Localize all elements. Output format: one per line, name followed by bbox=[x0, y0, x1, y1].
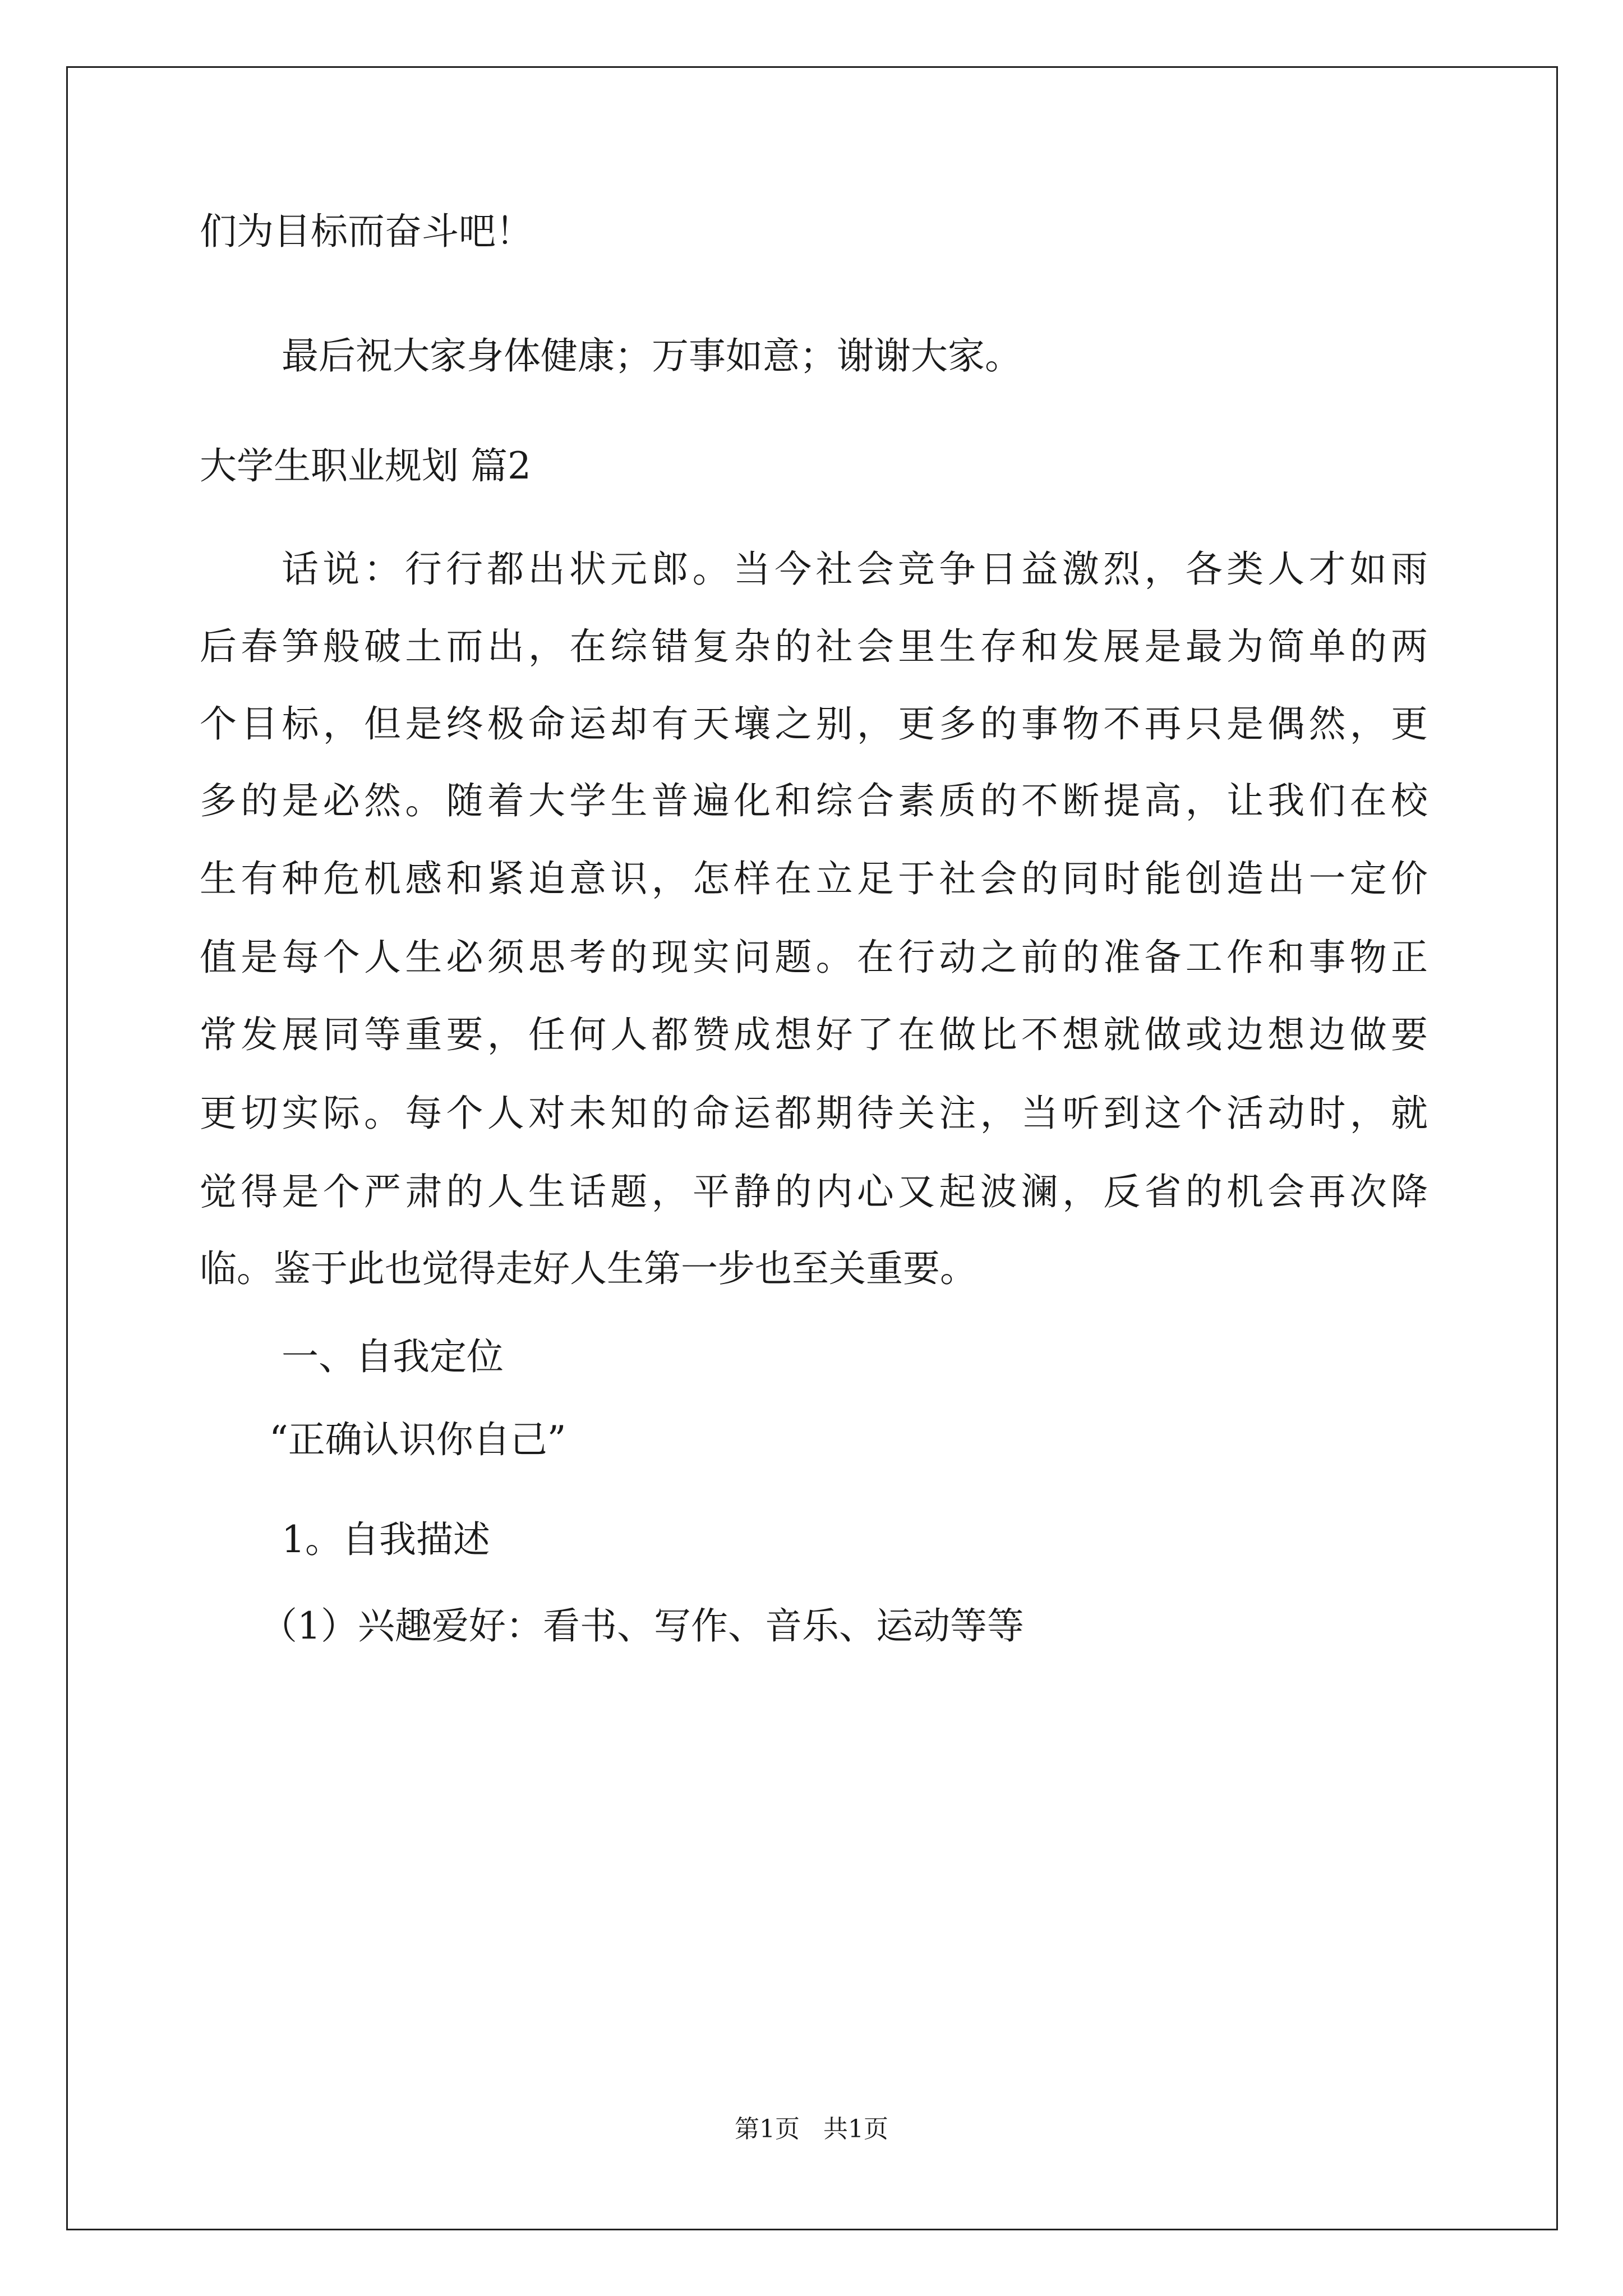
paragraph-line-5: 生有种危机感和紧迫意识，怎样在立足于社会的同时能创造出一定价 bbox=[200, 857, 1428, 900]
list-item-hobbies: （1）兴趣爱好：看书、写作、音乐、运动等等 bbox=[260, 1604, 1024, 1648]
paragraph-line-6: 值是每个人生必须思考的现实问题。在行动之前的准备工作和事物正 bbox=[200, 936, 1428, 979]
quote-line: “正确认识你自己” bbox=[269, 1418, 566, 1461]
paragraph-line-7: 常发展同等重要，任何人都赞成想好了在做比不想就做或边想边做要 bbox=[200, 1013, 1428, 1056]
footer-page-total: 共1页 bbox=[823, 2115, 888, 2143]
paragraph-line-2: 后春笋般破土而出，在综错复杂的社会里生存和发展是最为简单的两 bbox=[200, 625, 1428, 668]
section-heading: 大学生职业规划 篇2 bbox=[200, 444, 531, 487]
text-line-2: 最后祝大家身体健康；万事如意；谢谢大家。 bbox=[282, 334, 1022, 378]
text-line-1: 们为目标而奋斗吧！ bbox=[200, 210, 533, 253]
subheading-self-description: 1。自我描述 bbox=[282, 1518, 490, 1561]
footer-page-current: 第1页 bbox=[735, 2115, 800, 2143]
page-footer bbox=[0, 2113, 1623, 2146]
paragraph-line-4: 多的是必然。随着大学生普遍化和综合素质的不断提高，让我们在校 bbox=[200, 779, 1428, 822]
paragraph-line-9: 觉得是个严肃的人生话题，平静的内心又起波澜，反省的机会再次降 bbox=[200, 1170, 1428, 1213]
paragraph-line-3: 个目标，但是终极命运却有天壤之别，更多的事物不再只是偶然，更 bbox=[200, 702, 1428, 746]
page-border bbox=[66, 66, 1558, 2230]
subheading-self-positioning: 一、自我定位 bbox=[282, 1335, 504, 1378]
paragraph-line-8: 更切实际。每个人对未知的命运都期待关注，当听到这个活动时，就 bbox=[200, 1092, 1428, 1135]
paragraph-line-10: 临。鉴于此也觉得走好人生第一步也至关重要。 bbox=[200, 1247, 977, 1290]
paragraph-line-1: 话说：行行都出状元郎。当今社会竞争日益激烈，各类人才如雨 bbox=[282, 547, 1428, 591]
